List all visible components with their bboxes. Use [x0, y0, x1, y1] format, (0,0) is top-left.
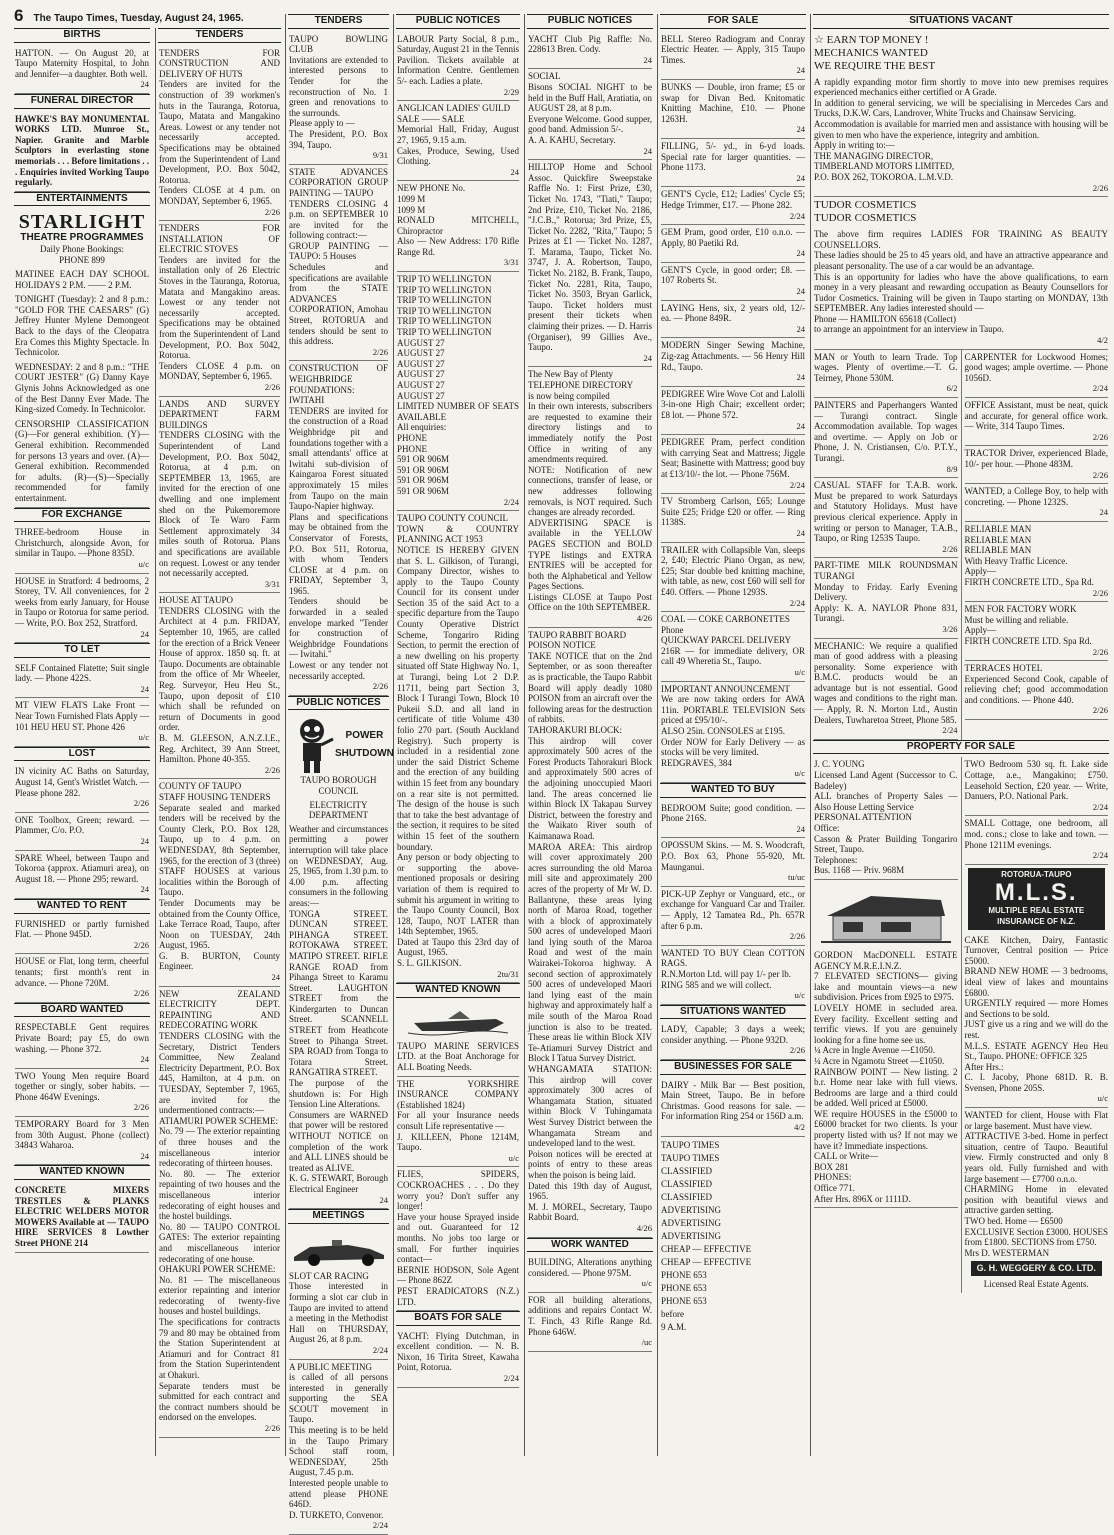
- gordon-macdonell-ad: GORDON MacDONELL ESTATE AGENCY M.R.E.I.N.Z. 7 ELEVATED SECTIONS— giving lake and mountain views—a new subdivision. Prices from £925 to £975. LOVELY HOME in secluded area. Every facility. Excellent setting and terrific views. If you are genuinely looking for a fine home see us. ¼ Acre in Ingle Avenue —£1050. ¼ Acre in Ngamotu Street —£1050. RAINBOW POINT — New listing. 2 b.r. Home near lake with full views. Bedrooms are large and a third could be added. Well priced at £5000. WE require HOUSES in the £5000 to £6000 bracket for two clients. Is your property listed with us? If not may we have it? Immediate inspections. CALL or Write— BOX 281 PHONES: Office 771. After Hrs. 896X or 1111D.: [814, 880, 958, 1208]
- board-ad-2: TWO Young Men require Board together or singly, sober habits. — Phone 464W Evenings. 2/26: [15, 1069, 149, 1117]
- tender-house-taupo: HOUSE AT TAUPO TENDERS CLOSING with the Architect at 4 p.m. FRIDAY, September 10, 1965, are called for the erection of a Brick Veneer House of approx. 1850 sq. ft. at Taupo. Documents are obtainable from the office of Mr Wheeler, Reg. Surveyor, Heu Heu St., Taupo, upon deposit of £10 which shall be refunded on return of Documents in good order. B. M. GLEESON, A.N.Z.I.E., Reg. Architect, 39 Ann Street, Hamilton. Phone 40-355. 2/26: [159, 593, 280, 779]
- work-wanted-ad-2: FOR all building alterations, additions and repairs Contact W. T. Finch, 43 Rifle Range Rd. Phone 646W. /uc: [528, 1293, 652, 1352]
- wanted-known-heading-2: WANTED KNOWN: [396, 983, 520, 998]
- public-meeting-notice: A PUBLIC MEETING is called of all persons interested in generally supporting the SEA SCOUT movement in Taupo. This meeting is to be held in the Taupo Primary School staff room, WEDNESDAY, 25th August, 7.45 p.m. Interested people unable to attend please PHONE 646D. D. TURKETO, Convenor. 2/24: [289, 1360, 388, 1535]
- situation-wanted-ad: LADY, Capable; 3 days a week; consider anything. — Phone 932D. 2/26: [661, 1022, 805, 1060]
- situations-vacant-heading: SITUATIONS VACANT: [813, 14, 1109, 29]
- vacant-ad-8: TRACTOR Driver, experienced Blade, 10/- per hour. —Phone 483M. 2/26: [965, 446, 1109, 484]
- sale-ad-12: TRAILER with Collapsible Van, sleeps 2, £40; Electric Piano Organ, as new, £25; Star double bed knitting machine, with table, as new, cost £60 will sell for £40. Offers. — Phone 1293S. 2/24: [661, 543, 805, 613]
- tender-farm-buildings: LANDS AND SURVEY DEPARTMENT FARM BUILDINGS TENDERS CLOSING with the Superintendent of Land Development, P.O. Box 5042, Rotorua, at 4 p.m. on SEPTEMBER 13, 1965, are invited for the erection of one dwelling and one implement shed on the Pukemoremore Block of Te Waro Farm Settlement approximately 34 miles south of Rotorua. Plans and specifications are available on request. Lowest or any tender not necessarily accepted. 3/31: [159, 397, 280, 594]
- exchange-ad-2: HOUSE in Stratford: 4 bedrooms, 2 Storey, TV. All conveniences, for 2 weeks from early January, for House in Taupo or Rotorua for same period. — Write, P.O. Box 252, Stratford. 24: [15, 574, 149, 644]
- vacant-ad-5: MECHANIC: We require a qualified man of good address with a pleasing personality. Some experience with B.M.C. products would be an advantage but is not essential. Good wages and conditions to the right man. — Apply, R. N. Morton Ltd., Austin Dealers, Tuwharetoa Street, Phone 585. 2/24: [814, 639, 958, 740]
- sale-ad-1: BELL Stereo Radiogram and Conray Electric Heater. — Apply, 315 Taupo Times. 24: [661, 32, 805, 80]
- yacht-raffle: YACHT Club Pig Raffle: No. 228613 Bren. Cody. 24: [528, 32, 652, 70]
- vacant-ad-1: MAN or Youth to learn Trade. Top wages. Plenty of overtime.—T. G. Teirney, Phone 530M. 6/2: [814, 350, 958, 398]
- sale-ad-4: GENT'S Cycle, £12; Ladies' Cycle £5; Hedge Trimmer, £17. — Phone 282. 2/24: [661, 187, 805, 225]
- column-5: [524, 14, 655, 1456]
- property-grid: [811, 757, 1111, 1292]
- mechanics-wanted-ad: ☆ EARN TOP MONEY ! MECHANICS WANTED WE REQUIRE THE BEST A rapidly expanding motor firm shortly to move into new premises requires experienced mechanics either certified or A Grade. In addition to general servicing, we will be specialising in Mercedes Cars and Trucks, D.K.W. Cars, Landrover, White Trucks and Chainsaw Servicing. Accommodation is available for married men and assistance with housing will be given to men who have the experience, integrity and ambition. Apply in writing to:— THE MANAGING DIRECTOR, TIMBERLAND MOTORS LIMITED, P.O. BOX 262, TOKOROA. L.M.V.D. 2/26: [814, 32, 1108, 198]
- westerman-listings: WANTED for client, House with Flat or large basement. Must have view. ATTRACTIVE 3-bed. Home in perfect situation, centre of Taupo. Beautiful view. Firmly constructed and only 8 years old. Fully furnished and with large basement — £7700 o.n.o. CHARMING Home in elevated position with beautiful views and attractive garden setting. TWO bed. Home — £6500 EXCLUSIVE Section £3000. HOUSES from £1800. SECTIONS from £750. Mrs D. WESTERMAN G. H. WEGGERY & CO. LTD. Licensed Real Estate Agents.: [965, 1108, 1109, 1293]
- column-1: [12, 28, 152, 1456]
- to-let-heading: TO LET: [14, 643, 150, 658]
- vacant-ad-4: PART-TIME MILK ROUNDSMAN TURANGI Monday to Friday. Early Evening Delivery. Apply: K. A. NAYLOR Phone 831, Turangi. 3/26: [814, 558, 958, 638]
- property-ad-1: TWO Bedroom 530 sq. ft. Lake side Cottage, a.e., Mangakino; £750. Leasehold Section, £20 year. — Write, Danuers, P.O. National Park. 2/24: [965, 757, 1109, 816]
- work-wanted-ad-1: BUILDING, Alterations anything considered. — Phone 975M. u/c: [528, 1255, 652, 1293]
- house-illustration: [821, 886, 951, 946]
- tender-stoves: TENDERS FOR INSTALLATION OF ELECTRIC STOVES Tenders are invited for the installation only of 26 Electric Stoves in the Tauranga, Rotorua, Matata and Mangakino areas. Lowest or any tender not necessarily accepted. Specifications may be obtained from the Superintendent of Land Development, P.O. Box 5042, Rotorua. Tenders CLOSE 4 p.m. on MONDAY, September 6, 1965. 2/26: [159, 221, 280, 397]
- public-notices-heading-3: PUBLIC NOTICES: [527, 14, 653, 29]
- board-wanted-heading: BOARD WANTED: [14, 1003, 150, 1018]
- sale-ad-5: GEM Pram, good order, £10 o.n.o. — Apply, 80 Paetiki Rd. 24: [661, 225, 805, 263]
- pest-eradicators-ad: FLIES, SPIDERS, COCKROACHES . . . Do they worry you? Don't suffer any longer! Have your house Sprayed inside and out. Guaranteed for 12 months. No jobs too large or small. For further inquiries contact— BERNIE HODSON, Sole Agent — Phone 862Z PEST ERADICATORS (N.Z.) LTD.: [397, 1167, 519, 1311]
- hilltop-raffle: HILLTOP Home and School Assoc. Quickfire Sweepstake Raffle No. 1: First Prize, £30, Ticket No. 1743, "Tiati," Taupo; 2nd Prize, £10, Ticket No. 2186, "J.C.B.," Rotorua; 3rd Prize, £5, Ticket No. 2282, "Rita," Taupo; 5 Prizes at £1 — Ticket No. 1287, T. Marama, Taupo, Ticket No. 3747, J. A. Robertson, Taupo, Ticket No. 2182, B. Frank, Taupo, Ticket No. 2281, Rita, Taupo, Ticket No. 3503, Bryan Garlick, Taupo. Ticket holders must present their tickets when claiming their prizes. — D. Harris (Organiser), 99 Gillies Ave., Taupo. 24: [528, 160, 652, 367]
- page-number: 6: [14, 6, 23, 26]
- column-4: [393, 14, 522, 1456]
- to-let-ad-1: SELF Contained Flatette; Suit single lady. — Phone 422S. 24: [15, 661, 149, 699]
- tender-weighbridge: CONSTRUCTION OF WEIGHBRIDGE FOUNDATIONS: IWITAHI TENDERS are invited for the construction of a Road Weighbridge pit and foundations together with a small attendants' office at Iwitahi sub-division of Kaingaroa Forest situated approximately 15 miles from Taupo on the main Taupo-Napier highway. Plans and specifications may be obtained from the Conservator of Forests, P.O. Box 511, Rotorua, with whom Tenders CLOSE at 4 p.m. on FRIDAY, September 3, 1965. Tenders should be forwarded in a sealed envelope marked "Tender for construction of Weighbridge Foundations — Iwitahi." Lowest or any tender not necessarily accepted. 2/26: [289, 361, 388, 695]
- lost-ad-3: SPARE Wheel, between Taupo and Tokoroa (approx. Atiamuri area), on August 18. — Phone 295; reward. 24: [15, 851, 149, 899]
- mascot-illustration: [289, 715, 335, 775]
- births-heading: BIRTHS: [14, 28, 150, 43]
- vacant-ad-11: MEN FOR FACTORY WORK Must be willing and reliable. Apply— FIRTH CONCRETE LTD. Spa Rd. 2/26: [965, 602, 1109, 661]
- boats-for-sale-heading: BOATS FOR SALE: [396, 1311, 520, 1326]
- bisons-social: SOCIAL Bisons SOCIAL NIGHT to be held in the Buff Hall, Aratiatia, on AUGUST 28, at 8 p.m. Everyone Welcome. Good supper, good band. Admission 5/-. A. A. KAHU, Secretary. 24: [528, 69, 652, 160]
- vacant-ad-3: CASUAL STAFF for T.A.B. work. Must be prepared to work Saturdays and Statutory Holidays. Must have previous clerical experience. Apply in writing or person to Manager, T.A.B., Taupo, or Ring 1253S Taupo. 2/26: [814, 478, 958, 558]
- tender-group-painting: STATE ADVANCES CORPORATION GROUP PAINTING — TAUPO TENDERS CLOSING 4 p.m. on SEPTEMBER 10 are invited for the following contract:— GROUP PAINTING — TAUPO: 5 Houses Schedules and specifications are available from the STATE ADVANCES CORPORATION, Amohau Street, ROTORUA and tenders should be sent to this address. 2/26: [289, 165, 388, 362]
- trip-wellington: TRIP TO WELLINGTON TRIP TO WELLINGTON TRIP TO WELLINGTON TRIP TO WELLINGTON TRIP TO WELLINGTON TRIP TO WELLINGTON AUGUST 27 AUGUST 27 AUGUST 27 AUGUST 27 AUGUST 27 AUGUST 27 LIMITED NUMBER OF SEATS AVAILABLE All enquiries: PHONE PHONE 591 OR 906M 591 OR 906M 591 OR 906M 591 OR 906M 2/24: [397, 272, 519, 511]
- situations-wanted-heading: SITUATIONS WANTED: [660, 1005, 806, 1020]
- lost-ad-2: ONE Toolbox, Green; reward. — Plammer, C/o. P.O. 24: [15, 813, 149, 851]
- power-shutdown-notice: POWER SHUTDOWN TAUPO BOROUGH COUNCIL ELECTRICITY DEPARTMENT Weather and circumstances permitting a power interruption will take place on WEDNESDAY, Aug. 25, 1965, from 1.30 p.m. to 4.00 p.m. affecting consumers in the following areas:— TONGA STREET. DUNCAN STREET. PIHANGA STREET. ROTOKAWA STREET. MATIPO STREET. RIFLE RANGE ROAD from Pihanga Street to Karamu Street. LAUGHTON STREET from the Kindergarten to Duncan Street. SCANNELL STREET from Heathcote Street to Pihanga Street. SPA ROAD from Tonga to Totara Street. RANGATIRA STREET. The purpose of the shutdown is: For High Tension Line Alterations. Consumers are WARNED that power will be restored WITHOUT NOTICE on completion of the work and ALL LINES should be treated as ALIVE. K. G. STEWART, Borough Electrical Engineer 24: [289, 713, 388, 1209]
- sale-ad-2: BUNKS — Double, iron frame; £5 or swap for Divan Bed. Knitomatic Knitting Machine, £10. — Phone 1263H. 24: [661, 80, 805, 139]
- planning-notice: TAUPO COUNTY COUNCIL TOWN & COUNTRY PLANNING ACT 1953 NOTICE IS HEREBY GIVEN that S. L. Gilkison, of Turangi, Company Director, wishes to apply to the Taupo County Council for its consent under Section 35 of the said Act to a specific departure from the Taupo County Operative District Scheme, Tongariro Riding Section, to permit the erection of a new dwelling on his property situated off State Highway No. 1, at Turangi, being Lot 2 D.P. 11711, being part Section 3, Block I Turangi Town, Block 10 Pukeii S.D. and all land in certificate of title Volume 430 folio 270 part. (South Auckland Registry). Such property is included in a residential zone under the said District Scheme and the erection of any building within 15 feet from any boundary on a rear site is not permitted. The design of the house is such that to take the best advantage of the section, it requires to be sited within 15 feet of the southern boundary. Any person or body objecting to or supporting the above-mentioned proposals or desiring variation of them is required to submit his argument in writing to the Taupo County Council, Box 128, Taupo, NOT LATER than 14th September, 1965. Dated at Taupo this 23rd day of August, 1965. S. L. GILKISON. 2tu/31: [397, 511, 519, 983]
- hire-services-ad: CONCRETE MIXERS TRESTLES & PLANKS ELECTRIC WELDERS MOTOR MOWERS Available at — TAUPO HIRE SERVICES 8 Lowther Street PHONE 214: [15, 1183, 149, 1253]
- buy-ad-3: PICK-UP Zephyr or Vanguard, etc., or exchange for Vanguard Car and Trailer. — Apply, 12 Tamatea Rd., Ph. 657R after 6 p.m. 2/26: [661, 887, 805, 946]
- labour-social: LABOUR Party Social, 8 p.m., Saturday, August 21 in the Tennis Pavilion. Tickets available at Information Centre. Gentlemen 5/- each. Ladies a plate. 2/29: [397, 32, 519, 102]
- slot-car-notice: SLOT CAR RACING Those interested in forming a slot car club in Taupo are invited to attend a meeting in the Methodist Hall on THURSDAY, August 26, at 8 p.m. 2/24: [289, 1227, 388, 1360]
- to-let-ad-2: MT VIEW FLATS Lake Front — Near Town Furnished Flats Apply — 101 HEU HEU ST. Phone 426 u/c: [15, 698, 149, 746]
- vacant-ad-2: PAINTERS and Paperhangers Wanted — Turangi contract. Single Accommodation available. Top wages and overtime. — Apply on Job or Phone, J. N. Cristiansen, C/o. P.T.Y., Turangi. 8/9: [814, 398, 958, 478]
- column-2: [155, 28, 283, 1456]
- vacant-ad-6: CARPENTER for Lockwood Homes; good wages; ample overtime. — Phone 1056D. 2/24: [965, 350, 1109, 398]
- public-notices-heading-1: PUBLIC NOTICES: [288, 696, 389, 711]
- businesses-for-sale-heading: BUSINESSES FOR SALE: [660, 1060, 806, 1075]
- sale-ad-11: TV Stromberg Carlson, £65; Lounge Suite £25; Fridge £20 or offer. — Ring 1138S. 24: [661, 494, 805, 542]
- jc-young-ad: J. C. YOUNG Licensed Land Agent (Successor to C. Badeley) ALL branches of Property Sales — Also House Letting Service PERSONAL ATTENTION Office: Casson & Prater Building Tongariro Street, Taupo. Telephones: Bus. 1168 — Priv. 968M: [814, 757, 958, 880]
- tenders-heading-2: TENDERS: [288, 14, 389, 29]
- tender-repainting: NEW ZEALAND ELECTRICITY DEPT. REPAINTING AND REDECORATING WORK TENDERS CLOSING with the Secretary, District Tenders Committee, New Zealand Electricity Department, P.O. Box 445, Hamilton, at 4 p.m. on TUESDAY, September 7, 1965, are invited for the undermentioned contracts:— ATIAMURI POWER SCHEME: No. 79 — The exterior repainting of three houses and the miscellaneous interior redecorating of thirteen houses. No. 80. — The exterior repainting of two houses and the miscellaneous interior redecorating of eight houses and the hostel buildings. No. 80 — TAUPO CONTROL GATES: The exterior repainting and miscellaneous interior redecorating of one house. OHAKURI POWER SCHEME: No. 81 — The miscellaneous exterior repainting and interior redecorating of twenty-five houses and hostel buildings. The specifications for contracts 79 and 80 may be obtained from the Station Superintendent at Atiamuri and for Contract 81 from the Station Superintendent at Ohakuri. Separate tenders must be submitted for each contract and the contract numbers should be endorsed on the envelopes. 2/26: [159, 987, 280, 1438]
- sale-ad-8: MODERN Singer Sewing Machine, Zig-zag Attachments. — 56 Henry Hill Rd., Taupo. 24: [661, 338, 805, 386]
- vacant-ad-9: WANTED, a College Boy, to help with concreting. — Phone 1232S. 24: [965, 484, 1109, 522]
- buy-ad-4: WANTED TO BUY Clean COTTON RAGS. R.N.Morton Ltd. will pay 1/- per lb. RING 585 and we will collect. u/c: [661, 946, 805, 1005]
- entertainments-heading: ENTERTAINMENTS: [14, 192, 150, 207]
- column-6: [657, 14, 808, 1456]
- rent-ad-1: FURNISHED or partly furnished Flat. — Phone 945D. 2/26: [15, 917, 149, 955]
- lost-heading: LOST: [14, 747, 150, 762]
- meetings-heading: MEETINGS: [288, 1209, 389, 1224]
- sale-ad-9: PEDIGREE Wire Wove Cot and Lalolli 3-in-one High Chair; excellent order; £8 lot. — Phone 572. 24: [661, 387, 805, 435]
- public-notices-heading-2: PUBLIC NOTICES: [396, 14, 520, 29]
- mls-listings: CAKE Kitchen, Dairy, Fantastic Turnover, Central position — Price £5000. BRAND NEW HOME — 3 bedrooms, ideal view of lakes and mountains £6800. URGENTLY required — more Homes and Sections to be sold. JUST give us a ring and we will do the rest. M.L.S. ESTATE AGENCY Heu Heu St., Taupo. PHONE: OFFICE 325 After Hrs.: C. I. Jacoby, Phone 681D. R. B. Svensen, Phone 205S. u/c: [965, 933, 1109, 1109]
- racing-car-illustration: [290, 1233, 388, 1267]
- mls-logo: ROTORUA-TAUPO M.L.S. MULTIPLE REAL ESTATE INSURANCE OF N.Z.: [968, 868, 1106, 930]
- chiropractor-phone: NEW PHONE No. 1099 M 1099 M RONALD MITCHELL, Chiropractor Also — New Address: 170 Rifle Range Rd. 3/31: [397, 181, 519, 272]
- buy-ad-2: OPOSSUM Skins. — M. S. Woodcraft, P.O. Box 63, Phone 55-920, Mt. Maunganui. tu/uc: [661, 838, 805, 886]
- redgraves-tv-ad: IMPORTANT ANNOUNCEMENT We are now taking orders for AWA 11in. PORTABLE TELEVISION Sets priced at £95/10/-. ALSO 25in. CONSOLES at £195. Order NOW for Early Delivery — as stocks will be very limited. REDGRAVES, 384 u/c: [661, 682, 805, 783]
- classified-promo: TAUPO TIMES TAUPO TIMES CLASSIFIED CLASSIFIED CLASSIFIED ADVERTISING ADVERTISING ADVERTISING CHEAP — EFFECTIVE CHEAP — EFFECTIVE PHONE 653 PHONE 653 PHONE 653 before 9 A.M.: [661, 1137, 805, 1337]
- situations-vacant-grid: [811, 350, 1111, 740]
- property-ad-2: SMALL Cottage, one bedroom, all mod. cons.; close to lake and town. — Phone 1211M evenings. 2/24: [965, 816, 1109, 864]
- for-sale-heading: FOR SALE: [660, 14, 806, 29]
- yorkshire-insurance-ad: THE YORKSHIRE INSURANCE COMPANY (Established 1824) For all your Insurance needs consult Life representative — J. KILLEEN, Phone 1214M, Taupo. u/c: [397, 1077, 519, 1168]
- rent-ad-2: HOUSE or Flat, long term, cheerful tenants; first month's rent in advance. — Phone 720M. 2/26: [15, 954, 149, 1002]
- telephone-directory-notice: The New Bay of Plenty TELEPHONE DIRECTORY is now being compiled In their own interests, subscribers are requested to examine their directory listings and to immediately notify the Post Office in writing of any amendments required. NOTE: Notification of new connections, transfer of lease, or new addresses following removals, is NOT required. Such changes are already recorded. ADVERTISING SPACE is available in the YELLOW PAGES SECTION and BOLD TYPE listings and EXTRA ENTRIES will be accepted for both the Alphabetical and Yellow Pages Sections. Listings CLOSE at Taupo Post Office on the 10th SEPTEMBER. 4/26: [528, 367, 652, 627]
- lost-ad-1: IN vicinity AC Baths on Saturday, August 14, Gent's Wristlet Watch. — Please phone 282. 2/26: [15, 764, 149, 812]
- births-notice: HATTON. — On August 20, at Taupo Maternity Hospital, to John and Jennifer—a daughter. Both well. 24: [15, 46, 149, 94]
- vacant-ad-7: OFFICE Assistant, must be neat, quick and accurate, for general office work. — Write, 314 Taupo Times. 2/26: [965, 398, 1109, 446]
- yacht-ad: YACHT: Flying Dutchman, in excellent condition. — N. B. Nixon, 16 Tirita Street, Kawaha Point, Rotorua. 2/24: [397, 1329, 519, 1388]
- wanted-known-heading: WANTED KNOWN: [14, 1165, 150, 1180]
- starlight-title: STARLIGHT: [15, 211, 149, 233]
- vacant-ad-12: TERRACES HOTEL Experienced Second Cook, capable of relieving chef; good accommodation and conditions. — Phone 440. 2/26: [965, 661, 1109, 720]
- work-wanted-heading: WORK WANTED: [527, 1238, 653, 1253]
- tudor-cosmetics-ad: TUDOR COSMETICS TUDOR COSMETICS The above firm requires LADIES FOR TRAINING AS BEAUTY COUNSELLORS. These ladies should be 25 to 45 years old, and have an attractive appearance and pleasant personality. The use of a car would be an advantage. This is an opportunity for ladies who have the above qualifications, to earn money in a very pleasant and rewarding occupation as Beauty Counsellors for Tudor Cosmetics. Training will be given in Taupo starting on MONDAY, 13th SEPTEMBER. Any ladies interested should — Phone — HAMILTON 65618 (Collect) to arrange an appointment for an interview in Taupo. 4/2: [814, 197, 1108, 350]
- buy-ad-1: BEDROOM Suite; good condition. — Phone 216S. 24: [661, 801, 805, 839]
- tender-staff-housing: COUNTY OF TAUPO STAFF HOUSING TENDERS Separate sealed and marked tenders will be received by the County Clerk, P.O. Box 128, Taupo, up to 4 p.m. on WEDNESDAY, 8th September, 1965, for the erection of 3 (three) STAFF HOUSES at various localities within the Borough of Taupo. Tender Documents may be obtained from the County Office, Lake Terrace Road, Taupo, after Noon on TUESDAY, 24th August, 1965. G. B. BURTON, County Engineer. 24: [159, 779, 280, 986]
- column-7: [810, 14, 1111, 1456]
- sale-ad-7: LAYING Hens, six, 2 years old, 12/- ea. — Phone 849R. 24: [661, 301, 805, 339]
- property-for-sale-heading: PROPERTY FOR SALE: [813, 740, 1109, 755]
- wanted-to-buy-heading: WANTED TO BUY: [660, 783, 806, 798]
- anglican-sale: ANGLICAN LADIES' GUILD SALE —— SALE Memorial Hall, Friday, August 27, 1965, 9.15 a.m. Cakes, Produce, Sewing, Used Clothing. 24: [397, 101, 519, 181]
- coal-delivery-ad: COAL — COKE CARBONETTES Phone QUICKWAY PARCEL DELIVERY 216R — for immediate delivery, OR call 49 Wheretia St., Taupo. u/c: [661, 612, 805, 682]
- column-3: [285, 14, 391, 1456]
- starlight-ad: STARLIGHT THEATRE PROGRAMMES Daily Phone Bookings: PHONE 899 MATINEE EACH DAY SCHOOL HOLIDAYS 2 P.M. —— 2 P.M. TONIGHT (Tuesday): 2 and 8 p.m.: "GOLD FOR THE CAESARS" (G) Jeffrey Hunter Mylene Demongeot Back to the days of the Cleopatra Era Comes this Mighty Spectacle. In Technicolor. WEDNESDAY: 2 and 8 p.m.: "THE COURT JESTER" (G) Danny Kaye Glynis Johns Acknowledged as one of the Best Danny Ever Made. The King-sized Comedy. In Technicolor. CENSORSHIP CLASSIFICATION (G)—For general exhibition. (Y)—General exhibition. Recommended for persons 13 years and over. (A)—General exhibition. Recommended for adults. (R)—(S)—Specially recommended for family entertainment.: [15, 209, 149, 507]
- board-ad-1: RESPECTABLE Gent requires Private Board; pay £5, do own washing. — Phone 372. 24: [15, 1020, 149, 1068]
- sale-ad-6: GENT'S Cycle, in good order; £8. — 107 Roberts St. 24: [661, 263, 805, 301]
- sale-ad-3: FILLING, 5/- yd., in 6-yd loads. Special rate for larger quantities. — Phone 1173. 24: [661, 139, 805, 187]
- exchange-heading: FOR EXCHANGE: [14, 508, 150, 523]
- dateline: The Taupo Times, Tuesday, August 24, 1965.: [33, 13, 243, 24]
- vacant-ad-10: RELIABLE MAN RELIABLE MAN RELIABLE MAN With Heavy Traffic Licence. Apply— FIRTH CONCRETE LTD., Spa Rd. 2/26: [965, 522, 1109, 602]
- funeral-ad: HAWKE'S BAY MONUMENTAL WORKS LTD. Munroe St., Napier. Granite and Marble Sculptors in everlasting stone memorials . . . Before limitations . . . Enquiries invited Working Taupo regularly.: [15, 112, 149, 192]
- speedboat-illustration: [408, 1007, 508, 1037]
- wanted-to-rent-heading: WANTED TO RENT: [14, 899, 150, 914]
- funeral-heading: FUNERAL DIRECTOR: [14, 94, 150, 109]
- marine-services-ad: TAUPO MARINE SERVICES LTD. at the Boat Anchorage for ALL Boating Needs.: [397, 1001, 519, 1077]
- board-ad-3: TEMPORARY Board for 3 Men from 30th August. Phone (collect) 34843 Waharoa. 24: [15, 1117, 149, 1165]
- exchange-ad-1: THREE-bedroom House in Christchurch, alongside Avon, for similar in Taupo. —Phone 835D. u/c: [15, 525, 149, 573]
- tender-huts: TENDERS FOR CONSTRUCTION AND DELIVERY OF HUTS Tenders are invited for the construction of 39 workmen's huts in the Tauranga, Rotorua, Taupo, Matata and Mangakino Areas. Lowest or any tender not necessarily accepted. Specifications may be obtained from the Superintendent of Land Development, P.O. Box 5042, Rotorua. Tenders CLOSE at 4 p.m. on MONDAY, September 6, 1965. 2/26: [159, 46, 280, 222]
- rabbit-board-notice: TAUPO RABBIT BOARD POISON NOTICE TAKE NOTICE that on the 2nd September, or as soon thereafter as is practicable, the Taupo Rabbit Board will apply deadly 1080 POISON from an aircraft over the following areas for the destruction of rabbits. TAHORAKURI BLOCK: This airdrop will cover approximately 500 acres of the Forest Products Tahorakuri Block and approximately 500 acres of the adjoining unoccupied Maori land. The areas concerned lie within Block IX Takapau Survey District, between the forestry and the Waikato River south of Kaimanawa Road. MAROA AREA: This airdrop will cover approximately 200 acres surrounding the old Maroa mill site and approximately 200 acres of the property of Mr W. D. Ballantyne, these areas lying north of Maroa Road, together with a block of approximately 500 acres of undeveloped Maori land lying south of the Maroa Road and west of the main Wairakei-Tokoroa highway. A second section of approximately 500 acres of undeveloped Maori land lying east of the main highway and approximately half a mile south of the Maroa Road junction is also to be treated. These areas lie within Block XIV Te-Atiamuri Survey District and Block I Tatua Survey District. WHANGAMATA STATION: This airdrop will cover approximately 300 acres of Whangamata Station, situated within Block V Tuhingamata West Survey District between the Whangamata Stream and undeveloped land to the west. Poison notices will be erected at points of entry to these areas when the poison is being laid. Dated this 19th day of August, 1965. M. J. MOREL, Secretary, Taupo Rabbit Board. 4/26: [528, 628, 652, 1238]
- tenders-heading-1: TENDERS: [158, 28, 281, 43]
- sale-ad-10: PEDIGREE Pram, perfect condition with carrying Seat and Mattress; Jiggle Seat; Basinette with Mattress; good buy at £13/10/- the lot. — Phone 756M. 2/24: [661, 435, 805, 494]
- tender-bowling: TAUPO BOWLING CLUB Invitations are extended to interested persons to Tender for the reconstruction of No. 1 green and renovations to the surrounds. Please apply to — The President, P.O. Box 394, Taupo. 9/31: [289, 32, 388, 165]
- agency-name-banner: G. H. WEGGERY & CO. LTD.: [971, 1261, 1103, 1276]
- dairy-sale-ad: DAIRY - Milk Bar — Best position, Main Street, Taupo. Be in before Christmas. Good reasons for sale. — For information Ring 254 or 156D a.m. 4/2: [661, 1078, 805, 1137]
